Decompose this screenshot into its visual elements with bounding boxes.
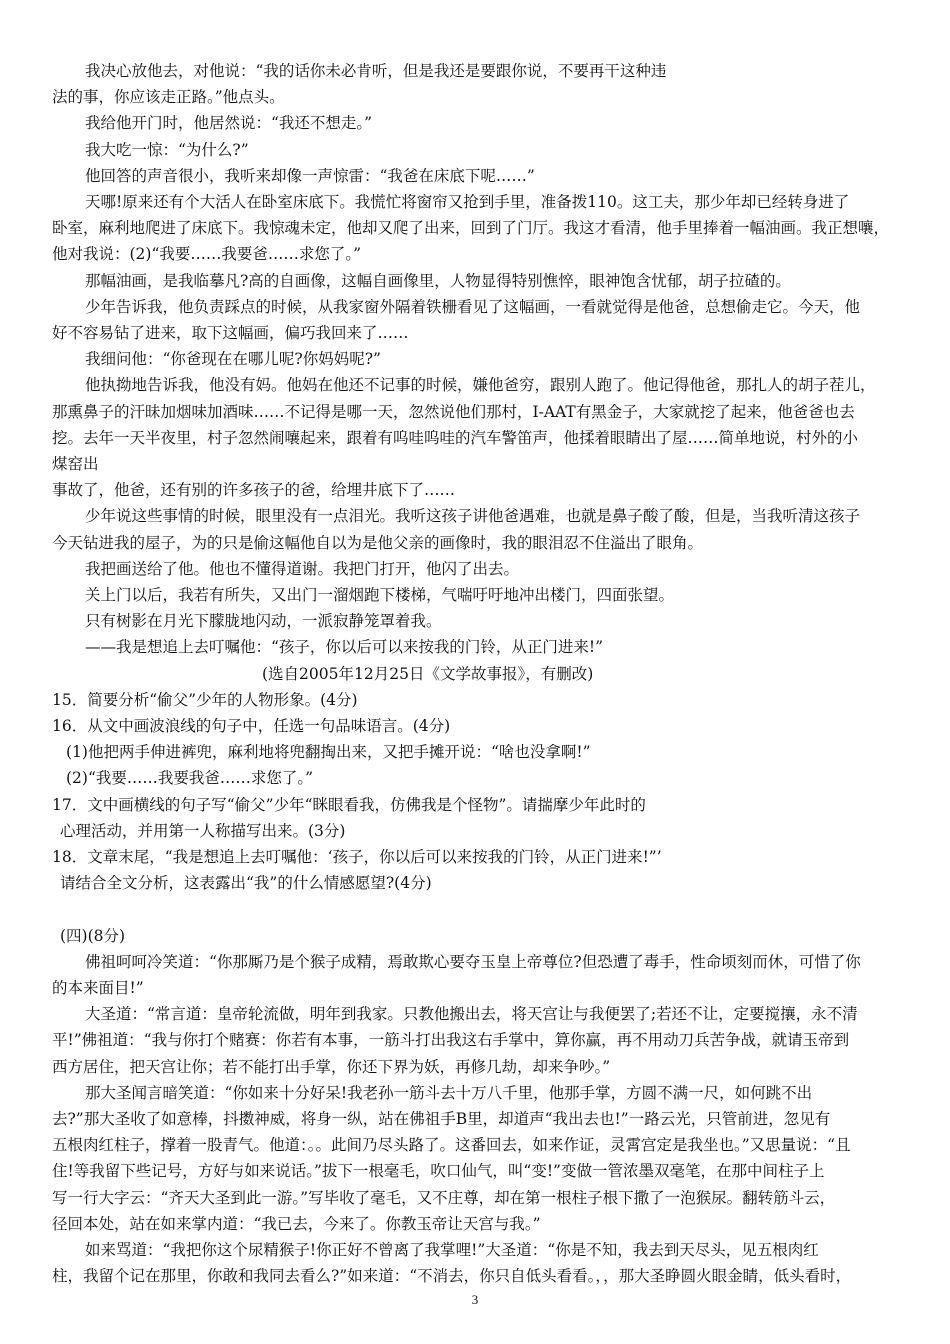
paragraph: 那幅油画，是我临摹凡?高的自画像，这幅自画像里，人物显得特别憔悴，眼神饱含忧郁，胡子拉碴的。 <box>85 271 791 290</box>
question-17-continued: 心理活动，并用第一人称描写出来。(3分) <box>60 821 346 840</box>
paragraph: 的本来面目!” <box>52 978 144 997</box>
paragraph: 住!等我留下些记号，方好与如来说话。”拔下一根毫毛，吹口仙气，叫“变!”变做一管浓墨双毫笔，在那中间柱子上 <box>52 1162 825 1181</box>
paragraph: 天哪!原来还有个大活人在卧室床底下。我慌忙将窗帘又抢到手里，准备拨110。这工夫，那少年却已经转身进了 <box>85 193 850 212</box>
paragraph: 柱，我留个记在那里，你敢和我同去看么?”如来道：“不消去，你只自低头看看。，，那大圣睁圆火眼金睛，低头看时， <box>52 1267 852 1286</box>
paragraph: 关上门以后，我若有所失，又出门一溜烟跑下楼梯，气喘吁吁地冲出楼门，四面张望。 <box>85 586 675 605</box>
paragraph: 煤窑出 <box>52 455 99 474</box>
paragraph: 我把画送给了他。他也不懂得道谢。我把门打开，他闪了出去。 <box>85 559 520 578</box>
document-page <box>52 58 900 1289</box>
question-15: 15．简要分析“偷父”少年的人物形象。(4分) <box>52 690 358 709</box>
section-heading: (四)(8分) <box>60 926 126 945</box>
paragraph: 法的事，你应该走正路。”他点头。 <box>52 88 285 107</box>
paragraph: 我细问他：“你爸现在在哪儿呢?你妈妈呢?” <box>85 350 381 369</box>
question-16-option-2: (2)“我要……我要我爸……求您了。” <box>66 769 314 788</box>
page-number: 3 <box>471 1292 479 1307</box>
paragraph: 佛祖呵呵冷笑道：“你那厮乃是个猴子成精，焉敢欺心要夺玉皇上帝尊位?但恐遭了毒手，性命顷刻而休，可惜了你 <box>85 952 861 971</box>
question-17: 17．文中画横线的句子写“偷父”少年“眯眼看我，仿佛我是个怪物”。请揣摩少年此时的 <box>52 795 646 814</box>
source-citation: (选自2005年12月25日《文学故事报》，有删改) <box>262 664 594 683</box>
paragraph: 好不容易钻了进来，取下这幅画，偏巧我回来了…… <box>52 324 409 343</box>
paragraph: 我大吃一惊：“为什么?” <box>85 140 249 159</box>
paragraph: 五根肉红柱子，撑着一股青气。他道：。。此间乃尽头路了。这番回去，如来作证，灵霄宫定是我坐也。”又思量说：“且 <box>52 1136 851 1155</box>
paragraph: 我给他开门时，他居然说：“我还不想走。” <box>85 114 373 133</box>
question-18: 18．文章末尾，“我是想追上去叮嘱他：‘孩子，你以后可以来按我的门铃，从正门进来!”’ <box>52 848 662 867</box>
question-18-continued: 请结合全文分析，这表露出“我”的什么情感愿望?(4分) <box>60 874 432 893</box>
paragraph: 事故了，他爸，还有别的许多孩子的爸，给埋井底下了…… <box>52 481 456 500</box>
paragraph: 他回答的声音很小，我听来却像一声惊雷：“我爸在床底下呢……” <box>85 166 535 185</box>
paragraph: 他对我说：(2)“我要……我要爸……求您了。” <box>52 245 362 264</box>
paragraph: 那大圣闻言暗笑道：“你如来十分好呆!我老孙一筋斗去十万八千里，他那手掌，方圆不满一尺，如何跳不出 <box>85 1083 813 1102</box>
paragraph: 只有树影在月光下朦胧地闪动，一派寂静笼罩着我。 <box>85 612 442 631</box>
question-16-option-1: (1)他把两手伸进裤兜，麻利地将兜翻掏出来，又把手摊开说：“啥也没拿啊!” <box>66 743 591 762</box>
paragraph: 今天钻进我的屋子，为的只是偷这幅他自以为是他父亲的画像时，我的眼泪忍不住溢出了眼角。 <box>52 533 704 552</box>
paragraph: 他执拗地告诉我，他没有妈。他妈在他还不记事的时候，嫌他爸穷，跟别人跑了。他记得他爸，那扎人的胡子茬儿， <box>85 376 876 395</box>
paragraph: 那熏鼻子的汗昧加烟味加酒味……不记得是哪一天，忽然说他们那村，I-AAT有黑金子，大家就挖了起来，他爸爸也去 <box>52 402 855 421</box>
paragraph: 卧室，麻利地爬进了床底下。我惊魂未定，他却又爬了出来，回到了门厅。我这才看清，他手里捧着一幅油画。我正想嚷， <box>52 219 890 238</box>
question-16: 16．从文中画波浪线的句子中，任选一句品味语言。(4分) <box>52 717 451 736</box>
paragraph: 去?”那大圣收了如意棒，抖擞神威，将身一纵，站在佛祖手B里，却道声“我出去也!”一路云光，只管前进，忽见有 <box>52 1109 831 1128</box>
paragraph: ——我是想追上去叮嘱他：“孩子，你以后可以来按我的门铃，从正门进来!” <box>85 638 604 657</box>
paragraph: 少年告诉我，他负责踩点的时候，从我家窗外隔着铁栅看见了这幅画，一看就觉得是他爸，总想偷走它。今天，他 <box>85 297 861 316</box>
paragraph: 我决心放他去，对他说：“我的话你未必肯听，但是我还是要跟你说，不要再干这种违 <box>85 62 667 80</box>
paragraph: 径回本处，站在如来掌内道：“我已去，今来了。你教玉帝让天宫与我。” <box>52 1214 541 1233</box>
paragraph: 西方居住，把天宫让你；若不能打出手掌，你还下界为妖，再修几劫，却来争吵。” <box>52 1057 611 1076</box>
section-gap <box>52 897 900 923</box>
paragraph: 写一行大字云：“齐天大圣到此一游。”写毕收了毫毛，又不庄尊，却在第一根柱子根下撒了一泡猴尿。翻转筋斗云， <box>52 1188 836 1207</box>
paragraph: 大圣道：“常言道：皇帝轮流做，明年到我家。只教他搬出去，将天宫让与我便罢了;若还不让，定要搅攘，永不清 <box>85 1005 858 1024</box>
paragraph: 挖。去年一天半夜里，村子忽然闹嚷起来，跟着有呜哇呜哇的汽车警笛声，他揉着眼睛出了屋……简单地说，村外的小 <box>52 428 859 447</box>
paragraph: 平!”佛祖道：“我与你打个赌赛：你若有本事，一筋斗打出我这右手掌中，算你赢，再不用动刀兵苦争战，就请玉帝到 <box>52 1031 850 1050</box>
paragraph: 少年说这些事情的时候，眼里没有一点泪光。我听这孩子讲他爸遇难，也就是鼻子酸了酸，但是，当我听清这孩子 <box>85 507 861 526</box>
paragraph: 如来骂道：“我把你这个尿精猴子!你正好不曾离了我掌哩!”大圣道：“你是不知，我去到天尽头，见五根肉红 <box>85 1240 819 1259</box>
